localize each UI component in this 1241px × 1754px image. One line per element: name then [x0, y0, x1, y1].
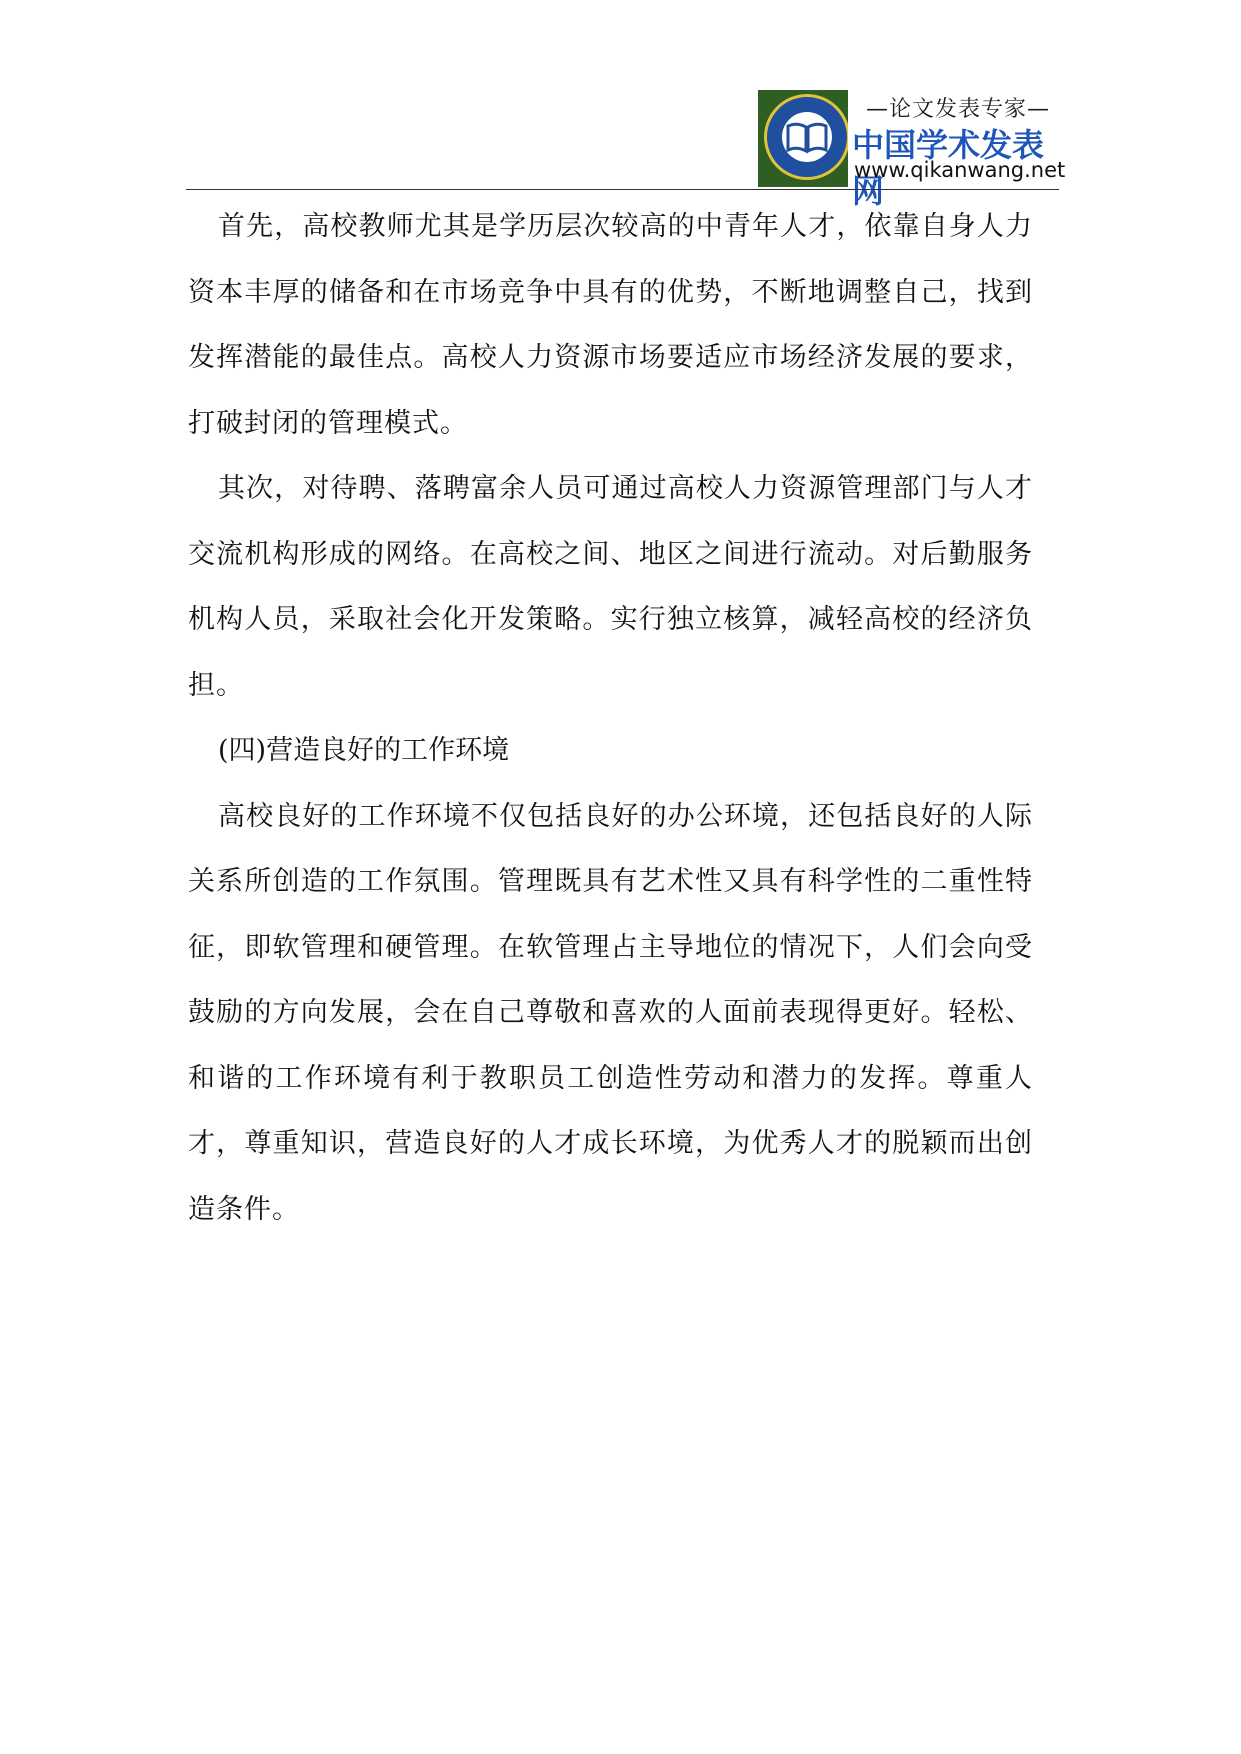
paragraph-2: 其次，对待聘、落聘富余人员可通过高校人力资源管理部门与人才交流机构形成的网络。在高校之间、地区之间进行流动。对后勤服务机构人员，采取社会化开发策略。实行独立核算，减轻高校的经济负担。	[188, 473, 1033, 701]
header-divider	[186, 189, 1059, 190]
logo-url: www.qikanwang.net	[854, 158, 1066, 182]
logo-tagline: —论文发表专家—	[865, 97, 1050, 122]
seal-icon	[764, 94, 850, 180]
logo-text-panel	[848, 90, 1066, 210]
section-paragraph: 高校良好的工作环境不仅包括良好的办公环境，还包括良好的人际关系所创造的工作氛围。管理既具有艺术性又具有科学性的二重性特征，即软管理和硬管理。在软管理占主导地位的情况下，人们会向受鼓励的方向发展，会在自己尊敬和喜欢的人面前表现得更好。轻松、和谐的工作环境有利于教职员工创造性劳动和潜力的发挥。尊重人才，尊重知识，营造良好的人才成长环境，为优秀人才的脱颖而出创造条件。	[188, 800, 1033, 1225]
logo-title: 中国学术发表网	[852, 126, 1045, 210]
document-body	[188, 194, 1033, 1242]
open-book-icon	[786, 122, 828, 154]
paragraph-1: 首先，高校教师尤其是学历层次较高的中青年人才，依靠自身人力资本丰厚的储备和在市场竞争中具有的优势，不断地调整自己，找到发挥潜能的最佳点。高校人力资源市场要适应市场经济发展的要求，打破封闭的管理模式。	[188, 211, 1033, 439]
section-heading: (四)营造良好的工作环境	[218, 735, 510, 766]
site-logo	[758, 90, 1066, 210]
